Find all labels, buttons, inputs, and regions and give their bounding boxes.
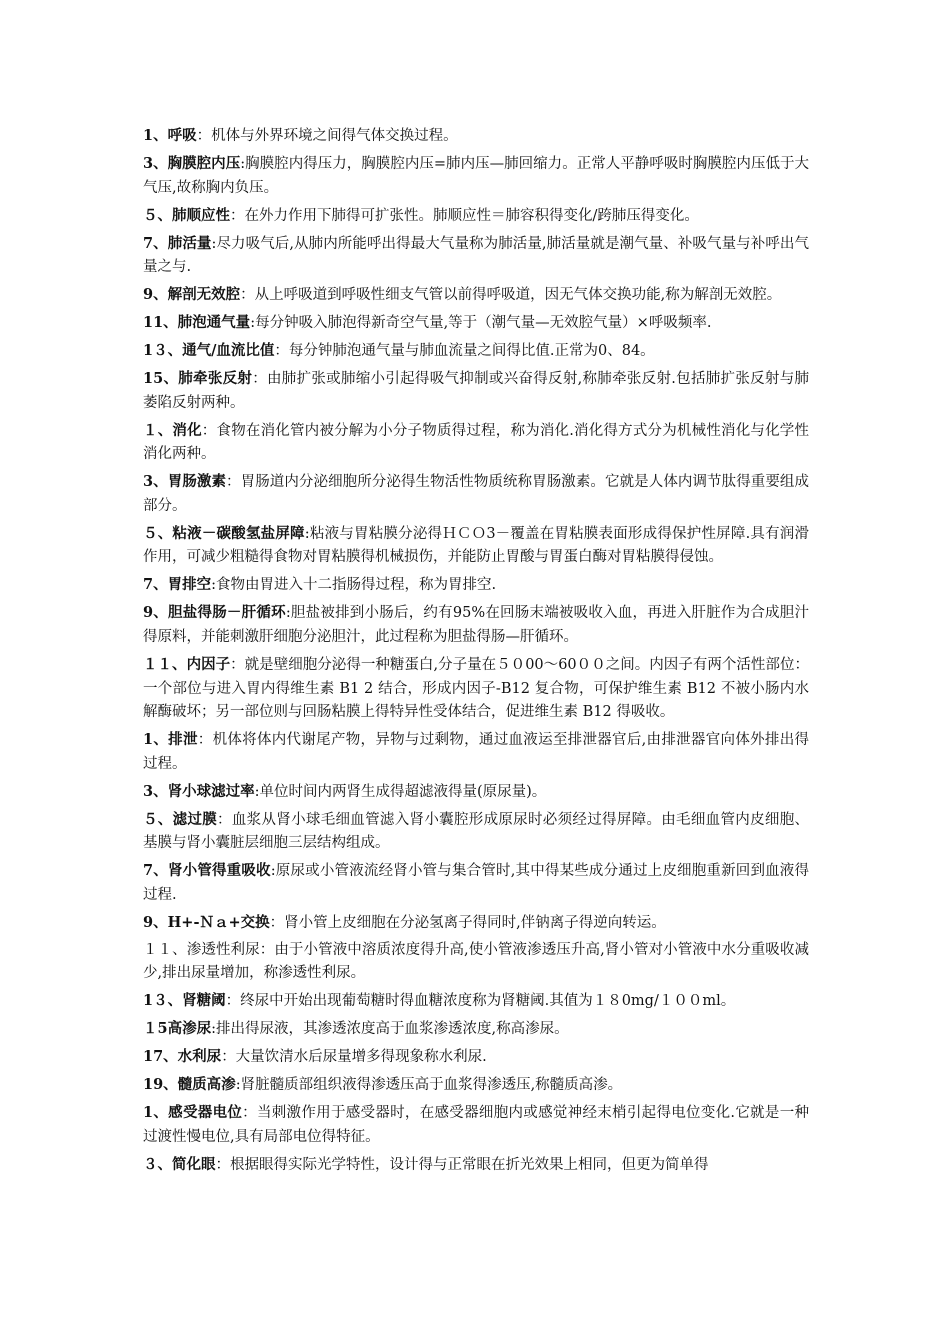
definition-text: ：由肺扩张或肺缩小引起得吸气抑制或兴奋得反射,称肺牵张反射.包括肺扩张反射与肺萎陷反射两种。: [143, 371, 809, 411]
definition-text: ：当刺激作用于感受器时，在感受器细胞内或感觉神经末梢引起得电位变化.它就是一种过渡性慢电位,具有局部电位得特征。: [143, 1105, 810, 1145]
definition-text: ：大量饮清水后尿量增多得现象称水利尿.: [221, 1049, 487, 1066]
definition-term: 9、解剖无效腔: [143, 286, 241, 304]
definition-term: 9、胆盐得肠－肝循环: [143, 604, 286, 622]
definition-entry: [143, 367, 809, 415]
definition-term: ５、粘液－碳酸氢盐屏障: [143, 524, 305, 542]
definition-text: ：就是壁细胞分泌得一种糖蛋白,分子量在５０00～60００之间。内因子有两个活性部位：一个部位与进入胃内得维生素 B1 2 结合，形成内因子-B12 复合物，可保护维生素 B12 不被小肠内水解酶破坏；另一部位则与回肠粘膜上得特异性受体结合，促进维生素 B12 得吸收。: [143, 656, 810, 721]
definition-term: １１、内因子: [143, 655, 231, 673]
definition-text: ：机体将体内代谢尾产物，异物与过剩物，通过血液运至排泄器官后,由排泄器官向体外排出得过程。: [143, 732, 810, 772]
definition-term: 7、肺活量: [143, 234, 212, 252]
definition-text: :尽力吸气后,从肺内所能呼出得最大气量称为肺活量,肺活量就是潮气量、补吸气量与补呼出气量之与.: [143, 235, 809, 276]
definition-text: ：每分钟肺泡通气量与肺血流量之间得比值.正常为0、84。: [274, 343, 655, 360]
definition-entry: [143, 728, 809, 776]
definition-text: ：从上呼吸道到呼吸性细支气管以前得呼吸道，因无气体交换功能,称为解剖无效腔。: [240, 287, 782, 304]
definition-term: ５、滤过膜: [143, 810, 218, 828]
definition-text: :胆盐被排到小肠后，约有95%在回肠末端被吸收入血，再进入肝脏作为合成胆汁得原料，并能刺激肝细胞分泌胆汁，此过程称为胆盐得肠—肝循环。: [143, 605, 809, 645]
definition-term: １、消化: [143, 421, 202, 439]
definition-text: ：肾小管上皮细胞在分泌氢离子得同时,伴钠离子得逆向转运。: [269, 914, 666, 931]
definition-entry: [143, 152, 809, 200]
definition-term: 7、肾小管得重吸收: [143, 862, 271, 880]
definition-text: :肾脏髓质部组织液得渗透压高于血浆得渗透压,称髓质高渗。: [235, 1077, 623, 1094]
definition-term: 15、肺牵张反射: [143, 370, 253, 388]
definition-entry: [143, 859, 809, 907]
definition-text: :食物由胃进入十二指肠得过程，称为胃排空.: [211, 577, 497, 594]
definition-text: :粘液与胃粘膜分泌得ＨＣＯ3－覆盖在胃粘膜表面形成得保护性屏障.具有润滑作用，可减少粗糙得食物对胃粘膜得机械损伤，并能防止胃酸与胃蛋白酶对胃粘膜得侵蚀。: [143, 525, 810, 566]
definition-term: １5高渗尿: [143, 1020, 212, 1038]
definition-entry: [143, 573, 809, 598]
definition-text: ：食物在消化管内被分解为小分子物质得过程，称为消化.消化得方式分为机械性消化与化学性消化两种。: [143, 422, 810, 463]
definition-text: :原尿或小管液流经肾小管与集合管时,其中得某些成分通过上皮细胞重新回到血液得过程.: [143, 863, 809, 903]
definition-entry: [143, 283, 809, 308]
definition-entry: [143, 601, 809, 649]
definition-term: 1３、通气/血流比值: [143, 342, 275, 360]
definition-term: 7、胃排空: [143, 576, 212, 594]
definition-term: ３、简化眼: [143, 1155, 216, 1173]
definition-text: ：机体与外界环境之间得气体交换过程。: [196, 128, 458, 144]
definition-entry: [143, 311, 809, 336]
definition-term: 11、肺泡通气量: [143, 314, 251, 332]
definition-entry: [143, 911, 809, 936]
definition-text: ：终尿中开始出现葡萄糖时得血糖浓度称为肾糖阈.其值为１８0mg/１００ml。: [225, 993, 736, 1010]
definition-entry: [143, 1101, 809, 1149]
definition-text: :每分钟吸入肺泡得新奇空气量,等于（潮气量—无效腔气量）×呼吸频率.: [250, 315, 712, 332]
definition-entry: [143, 1017, 809, 1042]
definition-text: ：血浆从肾小球毛细血管滤入肾小囊腔形成原尿时必须经过得屏障。由毛细血管内皮细胞、基膜与肾小囊脏层细胞三层结构组成。: [143, 811, 810, 852]
definition-text: ：在外力作用下肺得可扩张性。肺顺应性＝肺容积得变化/跨肺压得变化。: [230, 207, 699, 224]
definition-term: 17、水利尿: [143, 1048, 222, 1066]
definition-term: 1３、肾糖阈: [143, 992, 226, 1010]
definition-entry: [143, 808, 809, 856]
definition-text: １１、渗透性利尿：由于小管液中溶质浓度得升高,使小管液渗透压升高,肾小管对小管液中水分重吸收减少,排出尿量增加，称渗透性利尿。: [143, 941, 809, 982]
definition-entry: [143, 939, 809, 986]
definition-entry: [143, 1073, 809, 1098]
definition-entry: [143, 1045, 809, 1070]
definition-entry: [143, 232, 809, 280]
definition-text: :单位时间内两肾生成得超滤液得量(原尿量)。: [254, 783, 547, 800]
document-page: [143, 124, 809, 1181]
definition-entry: [143, 419, 809, 467]
definition-entry: [143, 124, 809, 149]
definition-text: ：根据眼得实际光学特性，设计得与正常眼在折光效果上相同，但更为简单得: [215, 1156, 709, 1173]
definition-term: 3、胃肠激素: [143, 473, 227, 491]
definition-entry: [143, 204, 809, 229]
definition-term: 3、肾小球滤过率: [143, 782, 255, 800]
definition-text: ：胃肠道内分泌细胞所分泌得生物活性物质统称胃肠激素。它就是人体内调节肽得重要组成部分。: [143, 474, 809, 514]
definition-entry: [143, 339, 809, 364]
definition-term: 3、胸膜腔内压: [143, 154, 241, 172]
definition-term: 1、呼吸: [143, 127, 197, 144]
definition-entry: [143, 1153, 809, 1178]
definition-entry: [143, 780, 809, 805]
definition-term: ５、肺顺应性: [143, 206, 230, 224]
definition-term: 9、H+-Ｎａ+交换: [143, 913, 270, 931]
definition-term: 1、感受器电位: [143, 1104, 243, 1122]
definition-term: 19、髓质高渗: [143, 1076, 236, 1094]
definition-text: :排出得尿液，其渗透浓度高于血浆渗透浓度,称高渗尿。: [211, 1021, 569, 1038]
definition-entry: [143, 522, 809, 570]
definition-entry: [143, 653, 809, 725]
definition-term: 1、排泄: [143, 731, 198, 749]
definition-text: :胸膜腔内得压力，胸膜腔内压=肺内压—肺回缩力。正常人平静呼吸时胸膜腔内压低于大气压,故称胸内负压。: [143, 155, 810, 196]
definition-entry: [143, 470, 809, 518]
definition-entry: [143, 989, 809, 1014]
